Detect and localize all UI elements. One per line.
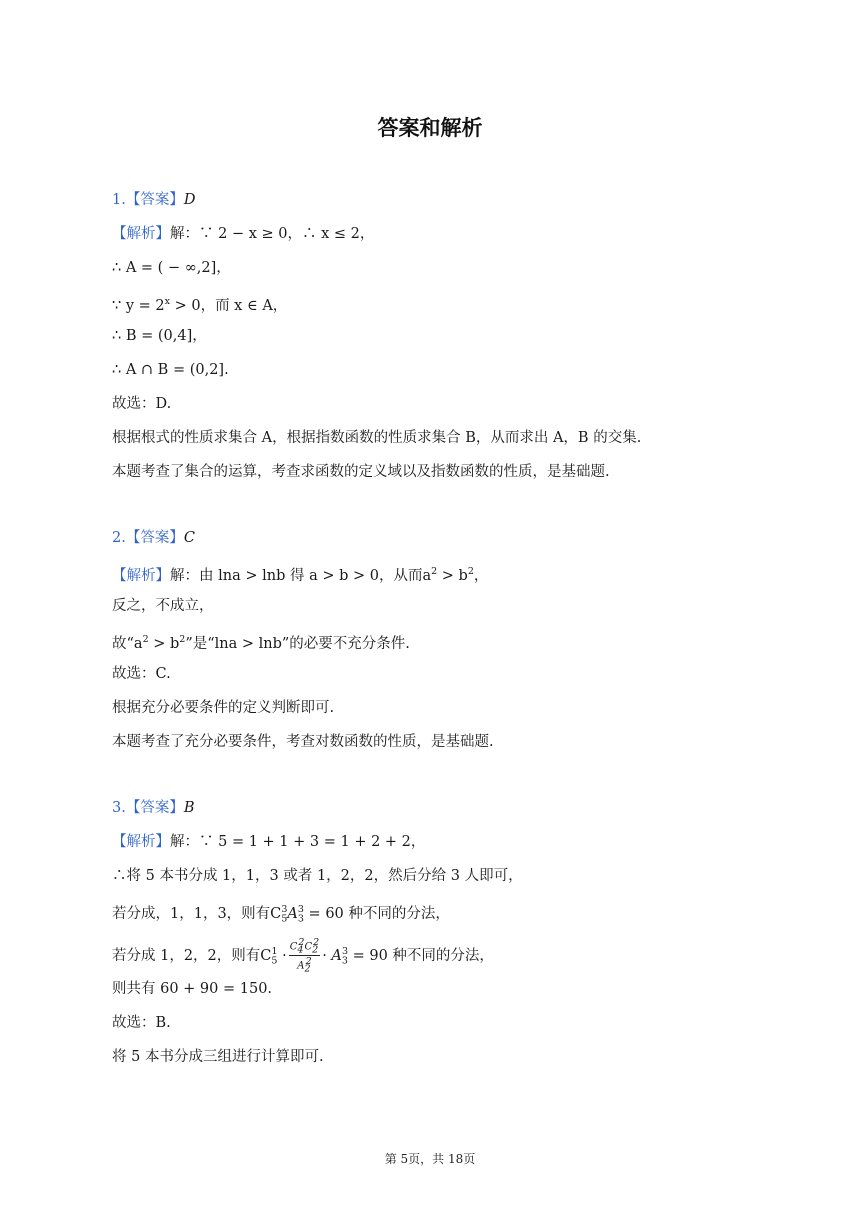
- q2-analysis-tag: 【解析】: [112, 567, 170, 584]
- q3-analysis-line-2: ∴将 5 本书分成 1，1，3 或者 1，2，2，然后分给 3 人即可，: [112, 868, 523, 884]
- q3-fraction: $\frac{C_4^2C_2^2}{A_2^2}$: [289, 937, 320, 975]
- q3-answer-tag: 【答案】: [125, 800, 184, 816]
- page-title: 答案和解析: [377, 116, 483, 140]
- q1-number: 1.: [112, 192, 126, 208]
- page-footer: 第 5页，共 18页: [384, 1152, 476, 1166]
- q2-number: 2.: [112, 530, 126, 546]
- q2-analysis-line-2: 反之，不成立，: [112, 598, 214, 614]
- q3-answer-line: [112, 797, 195, 819]
- q2-answer-tag: 【答案】: [125, 530, 184, 546]
- q2-method-line: 根据充分必要条件的定义判断即可.: [112, 700, 335, 716]
- q2-analysis-line-1: 【解析】解：由 lna > lnb 得 a > b > 0，从而$a^2 > b^2$，: [112, 566, 489, 584]
- q1-answer-tag: 【答案】: [125, 192, 184, 208]
- q3-number: 3.: [112, 800, 126, 816]
- q2-analysis-line-3: 故“$a^2 > b^2$”是“lna > lnb”的必要不充分条件.: [112, 634, 410, 652]
- q1-analysis-line-3: ∵ $y = 2^x > 0$，而 x ∈ A，: [112, 296, 288, 314]
- q1-analysis-tag: 【解析】: [112, 226, 170, 242]
- q3-analysis-line-5: 则共有 60 + 90 = 150.: [112, 981, 273, 997]
- q3-analysis-line-3: 若分成，1，1，3，则有$C_5^3A_3^3 = 60$ 种不同的分法，: [112, 904, 450, 925]
- q2-choice-line: 故选：C.: [112, 666, 171, 682]
- q3-analysis-tag: 【解析】: [112, 834, 170, 850]
- q3-method-line: 将 5 本书分成三组进行计算即可.: [112, 1049, 324, 1065]
- q3-choice-line: 故选：B.: [112, 1015, 171, 1031]
- q1-analysis-line-5: ∴ A ∩ B = (0,2].: [112, 362, 229, 378]
- q3-answer: B: [183, 800, 195, 816]
- q1-analysis-line-1: 【解析】解：∵ 2 − x ≥ 0，∴ x ≤ 2，: [112, 226, 375, 242]
- q1-method-line: 根据根式的性质求集合 A，根据指数函数的性质求集合 B，从而求出 A，B 的交集.: [112, 430, 642, 446]
- q1-answer: D: [183, 192, 196, 208]
- q3-analysis-line-1: 【解析】解：∵ 5 = 1 + 1 + 3 = 1 + 2 + 2，: [112, 834, 426, 850]
- q1-answer-line: [112, 189, 195, 211]
- q1-comment-line: 本题考查了集合的运算，考查求函数的定义域以及指数函数的性质，是基础题.: [112, 464, 610, 480]
- q2-answer: C: [183, 530, 195, 546]
- q2-comment-line: 本题考查了充分必要条件，考查对数函数的性质，是基础题.: [112, 734, 494, 750]
- q1-analysis-line-4: ∴ B = (0,4]，: [112, 328, 207, 344]
- q3-analysis-line-4: 若分成 1，2，2，则有$C_5^1$ · $\frac{C_4^2C_2^2}{A_2^2}$ · $A_3^3 = 90$ 种不同的分法，: [112, 937, 494, 975]
- q1-analysis-line-2: ∴ A = ( − ∞,2]，: [112, 260, 231, 276]
- q2-answer-line: [112, 527, 195, 549]
- q1-choice-line: 故选：D.: [112, 396, 172, 412]
